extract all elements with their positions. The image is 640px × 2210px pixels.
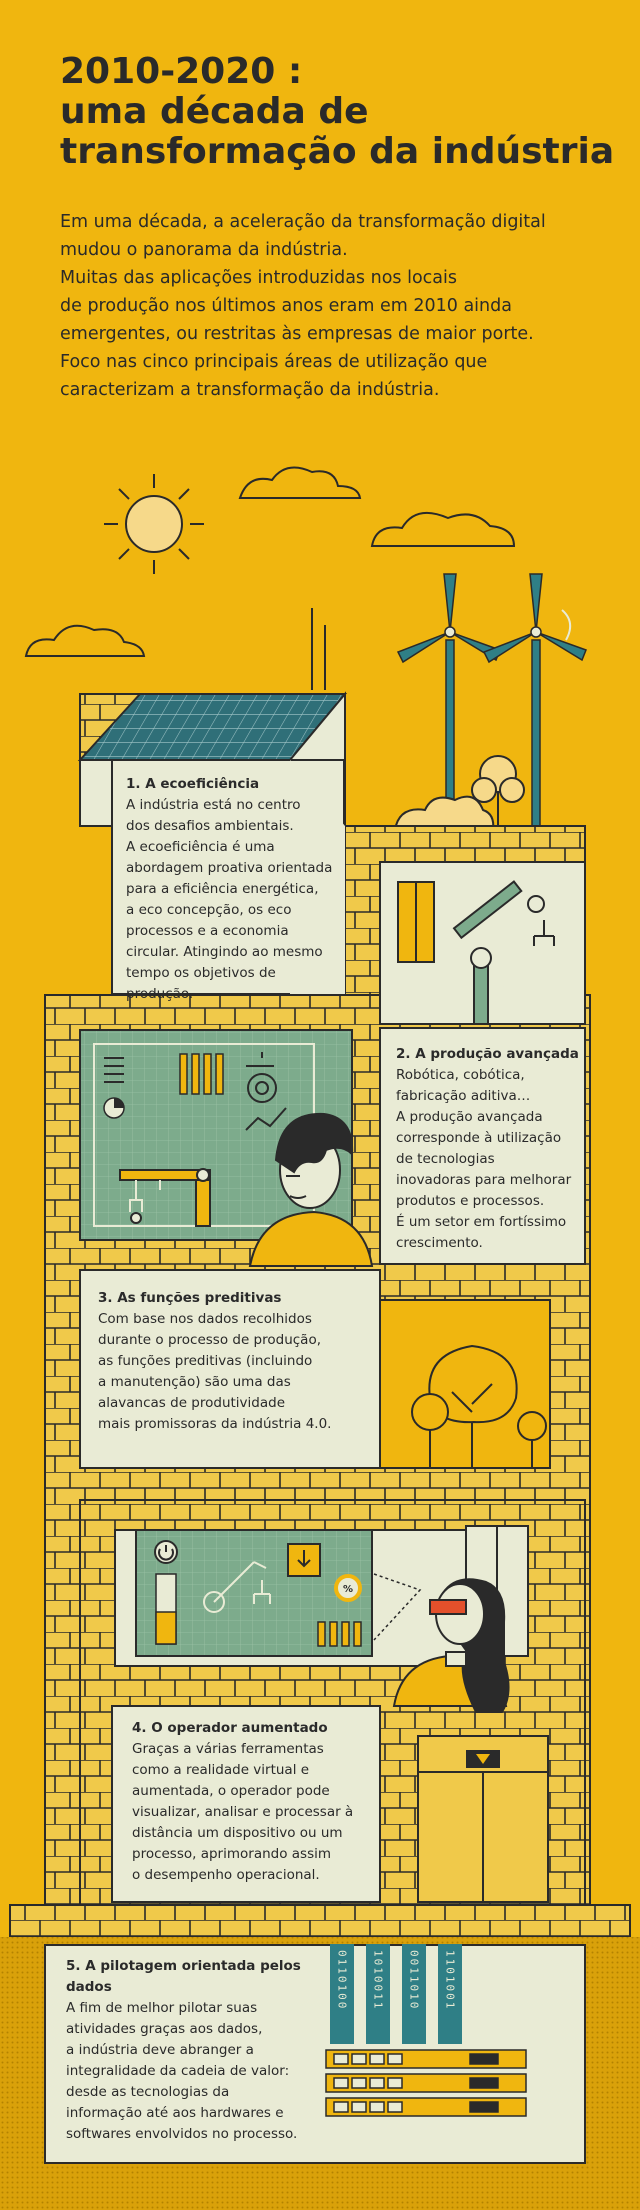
section-heading: 2. A produção avançada: [396, 1046, 579, 1062]
section-text: crescimento.: [396, 1235, 483, 1251]
section-text: a indústria deve abranger a: [66, 2042, 254, 2058]
section-text: durante o processo de produção,: [98, 1332, 321, 1348]
section-data-driven-piloting: [66, 1956, 321, 2145]
section-text: como a realidade virtual e: [132, 1762, 310, 1778]
section-heading: 1. A ecoeficiência: [126, 776, 260, 792]
cloud-icon: [372, 513, 514, 546]
section-text: as funções preditivas (incluindo: [98, 1353, 313, 1369]
section-text: A fim de melhor pilotar suas: [66, 2000, 258, 2016]
section-text: a eco concepção, os eco: [126, 902, 292, 918]
section-augmented-operator: [132, 1718, 377, 1886]
section-text: aumentada, o operador pode: [132, 1783, 330, 1799]
section-text: a manutenção) são uma das: [98, 1374, 291, 1390]
section-text: A indústria está no centro: [126, 797, 301, 813]
section-text: atividades graças aos dados,: [66, 2021, 263, 2037]
binary-column: 1101001: [443, 1950, 457, 2011]
binary-column: 0011010: [407, 1950, 421, 2011]
cloud-icon: [240, 468, 360, 499]
section-text: Robótica, cobótica,: [396, 1067, 525, 1083]
section-text: mais promissoras da indústria 4.0.: [98, 1416, 332, 1432]
section-ecoefficiency: [126, 774, 341, 1005]
section-heading: 4. O operador aumentado: [132, 1720, 328, 1736]
section-text: tempo os objetivos de produção.: [126, 965, 276, 1002]
section-text: de tecnologias: [396, 1151, 495, 1167]
section-text: circular. Atingindo ao mesmo: [126, 944, 323, 960]
section-text: alavancas de produtividade: [98, 1395, 286, 1411]
intro-line: emergentes, ou restritas às empresas de maior porte.: [60, 324, 534, 344]
binary-column: 0110100: [335, 1950, 349, 2011]
intro-line: Em uma década, a aceleração da transformação digital: [60, 212, 546, 232]
cloud-icon: [26, 626, 144, 656]
section-text: Com base nos dados recolhidos: [98, 1311, 312, 1327]
intro-line: mudou o panorama da indústria.: [60, 240, 348, 260]
intro-line: caracterizam a transformação da indústria.: [60, 380, 440, 400]
section-text: para a eficiência energética,: [126, 881, 319, 897]
section-text: produtos e processos.: [396, 1193, 545, 1209]
section-text: distância um dispositivo ou um: [132, 1825, 343, 1841]
section-text: corresponde à utilização: [396, 1130, 562, 1146]
intro-line: de produção nos últimos anos eram em 2010 ainda: [60, 296, 512, 316]
section-heading: 3. As funções preditivas: [98, 1290, 282, 1306]
section-heading: 5. A pilotagem orientada pelos: [66, 1958, 301, 1974]
section-text: dos desafios ambientais.: [126, 818, 294, 834]
section-text: processos e a economia: [126, 923, 289, 939]
section-text: o desempenho operacional.: [132, 1867, 320, 1883]
section-advanced-production: [396, 1044, 581, 1254]
section-text: A ecoeficiência é uma: [126, 839, 275, 855]
window-icon: [398, 882, 434, 962]
section-text: inovadoras para melhorar: [396, 1172, 572, 1188]
binary-column: 1010011: [371, 1950, 385, 2011]
title-line: uma década de: [60, 91, 369, 132]
intro-line: Foco nas cinco principais áreas de utilização que: [60, 352, 488, 372]
section-text: A produção avançada: [396, 1109, 543, 1125]
section-text: abordagem proativa orientada: [126, 860, 333, 876]
section-text: processo, aprimorando assim: [132, 1846, 332, 1862]
section-text: integralidade da cadeia de valor:: [66, 2063, 290, 2079]
title-line: 2010-2020 :: [60, 51, 303, 92]
pie-chart-icon: [104, 1098, 124, 1118]
section-text: fabricação aditiva…: [396, 1088, 531, 1104]
section-predictive-functions: [98, 1288, 378, 1435]
data-server-icon: [326, 2050, 526, 2116]
section-text: É um setor em fortíssimo: [396, 1214, 567, 1230]
section-text: visualizar, analisar e processar à: [132, 1804, 354, 1820]
section-text: desde as tecnologias da: [66, 2084, 230, 2100]
svg-text:%: %: [342, 1584, 354, 1595]
title-line: transformação da indústria: [60, 131, 615, 172]
section-heading: dados: [66, 1979, 112, 1995]
intro-line: Muitas das aplicações introduzidas nos locais: [60, 268, 457, 288]
power-icon: [155, 1541, 177, 1563]
section-text: softwares envolvidos no processo.: [66, 2126, 298, 2142]
section-text: informação até aos hardwares e: [66, 2105, 284, 2121]
sun-icon: [104, 474, 204, 574]
section-text: Graças a várias ferramentas: [132, 1741, 324, 1757]
gauge-bars: [156, 1574, 176, 1644]
